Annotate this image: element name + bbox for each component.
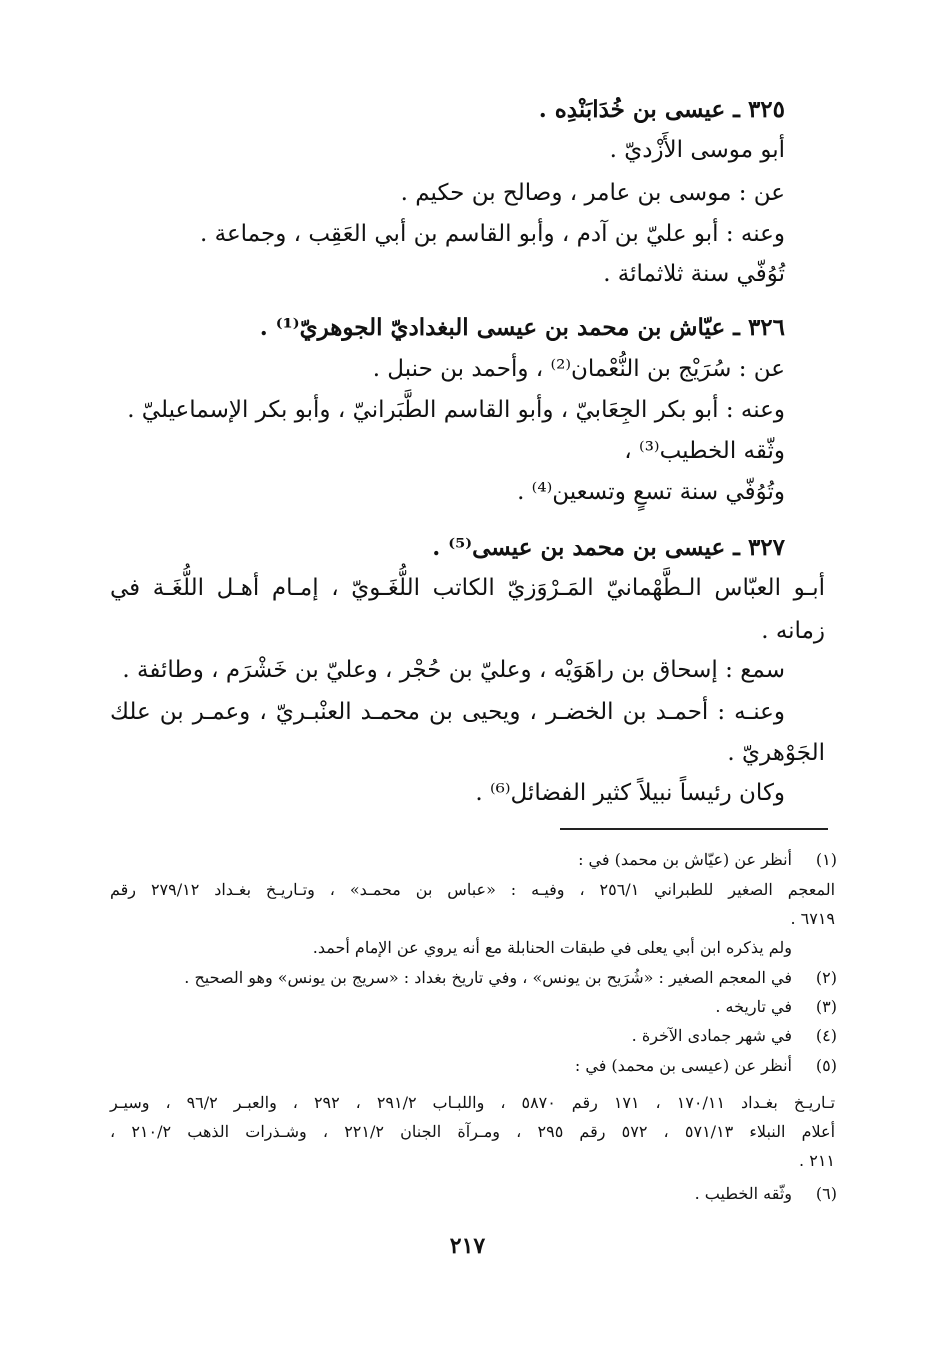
- entry-line: وتُوُفّي سنة تسعٍ وتسعين⁽⁴⁾ .: [517, 479, 785, 505]
- footnote-line: ولم يذكره ابن أبي يعلى في طبقات الحنابلة مع أنه يروي عن الإمام أحمد.: [312, 938, 792, 957]
- entry-line: زمانه .: [761, 618, 825, 644]
- footnote-line: أنظر عن (عيسى بن محمد) في :: [574, 1056, 792, 1075]
- footnote-line: في المعجم الصغير : «شُرَيح بن يونس» ، وفي تاريخ بغداد : «سريج بن يونس» وهو الصحيح .: [184, 968, 792, 987]
- footnote-line: في شهر جمادى الآخرة .: [631, 1026, 792, 1045]
- footnote-line: وثّقه الخطيب .: [694, 1184, 792, 1203]
- entry-line: وعنـه : أحمـد بن الخضـر ، ويحيى بن محمـد العنْبـريّ ، وعمـر بن علك: [110, 699, 785, 725]
- entry-line: عن : سُرَيْج بن النُّعْمان⁽²⁾ ، وأحمد بن حنبل .: [372, 356, 785, 382]
- entry-line: الجَوْهريّ .: [727, 740, 825, 766]
- footnote-number: (٦): [815, 1184, 837, 1203]
- entry-line: أبـو العبّاس الـطَّهْمانيّ المَـرْوَزيّ الكاتب اللُّغَـويّ ، إمـام أهـل اللُّغَـة في: [110, 575, 825, 601]
- footnote-line: تـاريـخ بغـداد ١٧٠/١١ ، ١٧١ رقم ٥٨٧٠ ، واللبـاب ٢٩١/٢ ، ٢٩٢ ، والعبـر ٩٦/٢ ، وسيـر: [110, 1093, 836, 1112]
- footnote-number: (٣): [815, 997, 837, 1016]
- footnote-line: أعلام النبلاء ٥٧١/١٣ ، ٥٧٢ رقم ٢٩٥ ، ومـرآة الجنان ٢٢١/٢ ، وشـذرات الذهب ٢١٠/٢ ،: [110, 1122, 836, 1141]
- footnote-number: (٥): [815, 1056, 837, 1075]
- entry-line: أبو موسى الأَزْديّ .: [609, 137, 785, 163]
- entry-heading: ٣٢٧ ـ عيسى بن محمد بن عيسى⁽⁵⁾ .: [432, 534, 785, 561]
- footnote-number: (٢): [815, 968, 837, 987]
- entry-line: وعنه : أبو بكر الجِعَابيّ ، وأبو القاسم الطَّبَرانيّ ، وأبو بكر الإسماعيليّ .: [127, 397, 785, 423]
- footnote-number: (٤): [815, 1026, 837, 1045]
- page-number: ٢١٧: [449, 1233, 486, 1259]
- entry-line: وثّقه الخطيب⁽³⁾ ،: [624, 438, 785, 464]
- entry-heading: ٣٢٦ ـ عيّاش بن محمد بن عيسى البغداديّ الجوهريّ⁽¹⁾ .: [259, 314, 785, 341]
- footnote-line: أنظر عن (عيّاش بن محمد) في :: [578, 850, 792, 869]
- entry-line: عن : موسى بن عامر ، وصالح بن حكيم .: [400, 180, 785, 206]
- footnote-line: في تاريخه .: [715, 997, 792, 1016]
- entry-line: سمع : إسحاق بن راهَوَيْه ، وعليّ بن حُجْر ، وعليّ بن خَشْرَم ، وطائفة .: [122, 657, 785, 683]
- entry-line: وعنه : أبو عليّ بن آدم ، وأبو القاسم بن أبي العَقِب ، وجماعة .: [200, 221, 785, 247]
- footnote-line: ٦٧١٩ .: [790, 909, 835, 928]
- entry-heading: ٣٢٥ ـ عيسى بن خُدَابَنْدِه .: [538, 96, 785, 123]
- footnote-line: المعجم الصغير للطبراني ٢٥٦/١ ، وفيـه : «عباس بن محمـد» ، وتـاريـخ بغـداد ٢٧٩/١٢ رقم: [110, 880, 836, 899]
- entry-line: وكان رئيساً نبيلاً كثير الفضائل⁽⁶⁾ .: [475, 780, 785, 806]
- footnote-separator: [560, 828, 828, 830]
- entry-line: تُوُفّي سنة ثلاثمائة .: [603, 261, 785, 287]
- footnote-line: ٢١١ .: [799, 1151, 835, 1170]
- footnote-number: (١): [815, 850, 837, 869]
